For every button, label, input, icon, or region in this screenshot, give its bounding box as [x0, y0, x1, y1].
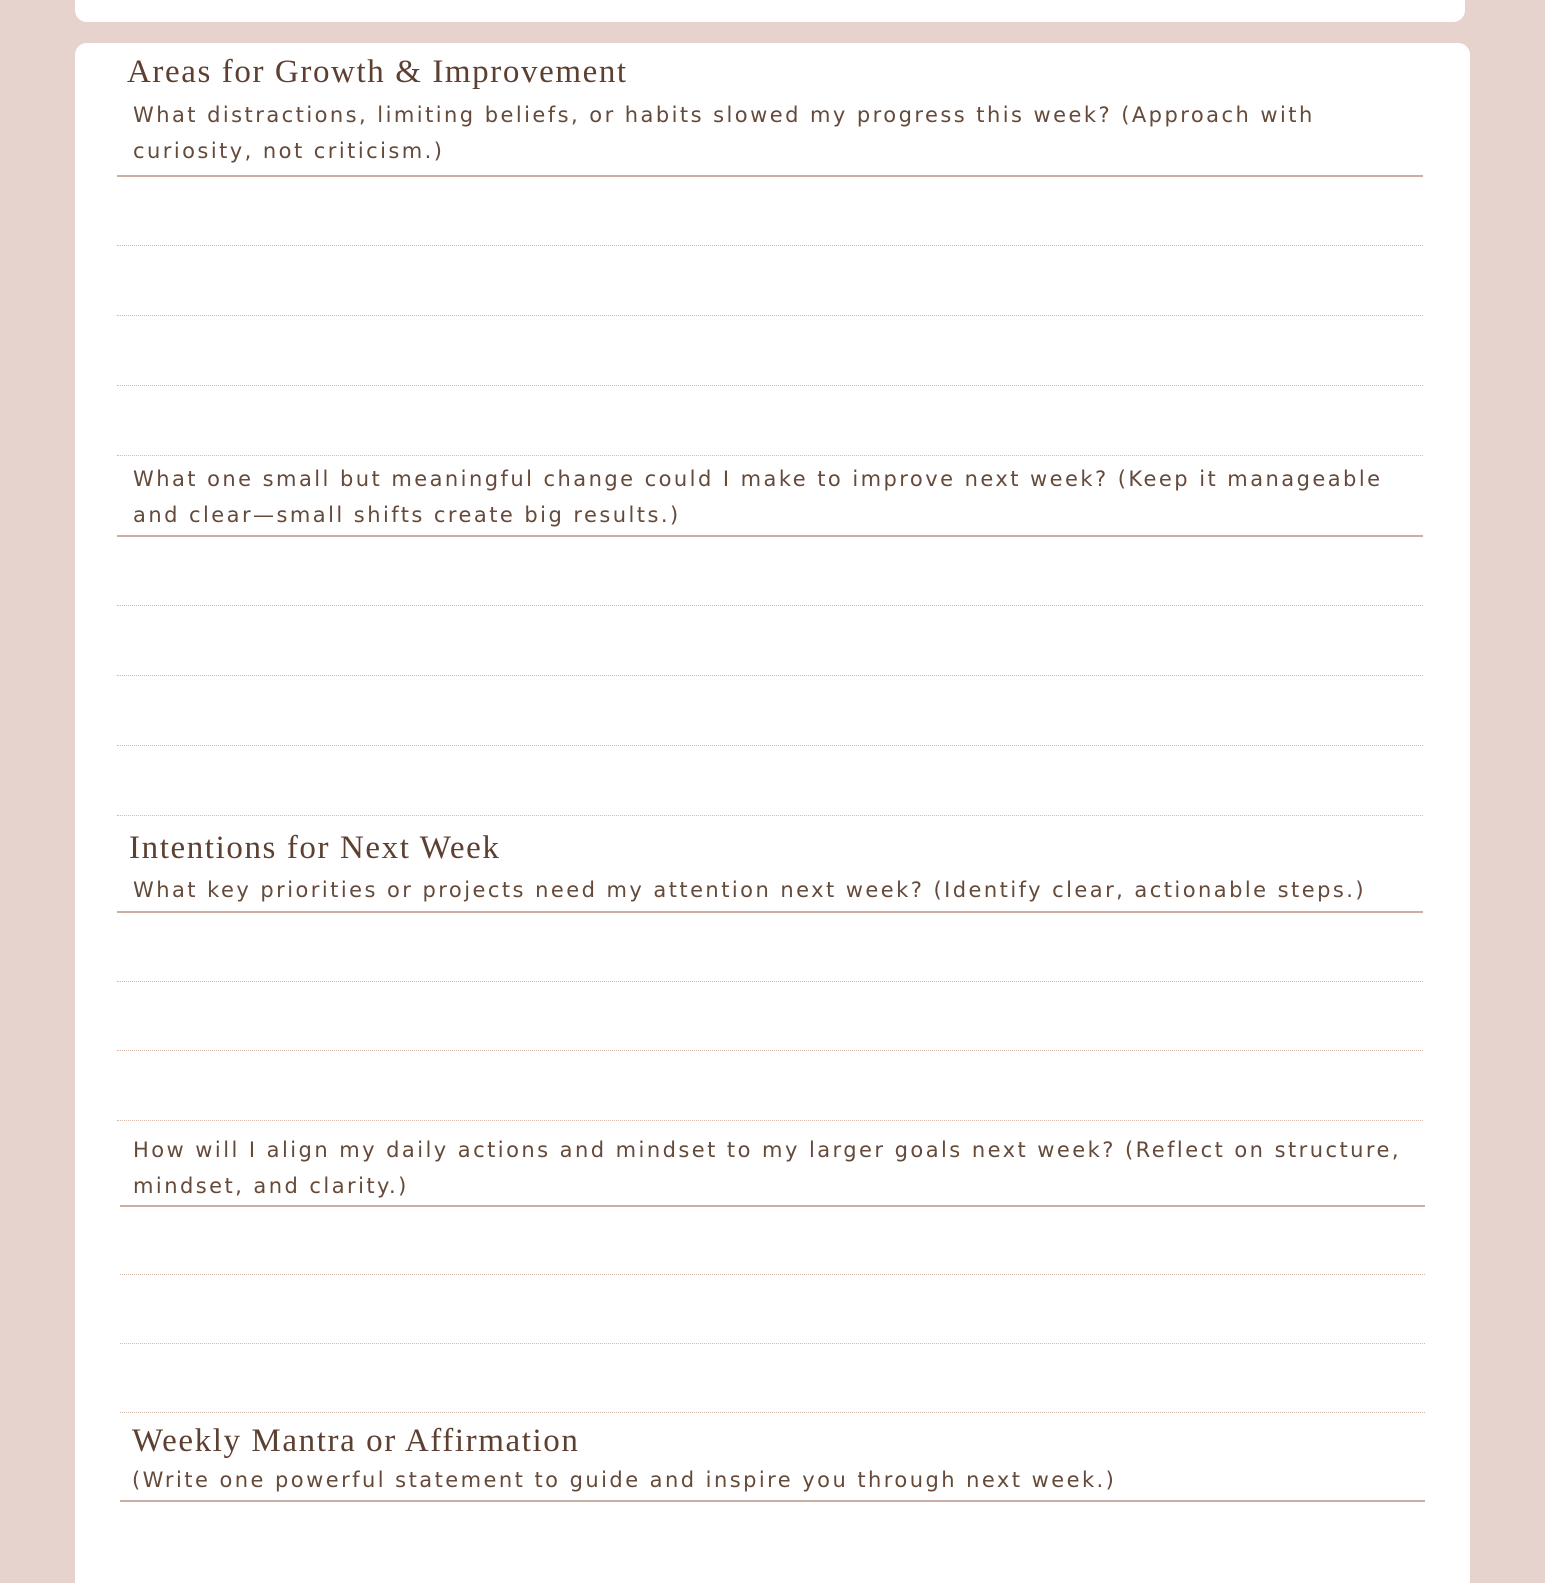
writing-line[interactable] — [120, 1274, 1425, 1275]
section-title-growth: Areas for Growth & Improvement — [127, 54, 628, 90]
prompt-underline — [120, 1500, 1425, 1502]
writing-line[interactable] — [117, 455, 1423, 456]
writing-line[interactable] — [117, 245, 1423, 246]
writing-line[interactable] — [117, 815, 1423, 816]
writing-line[interactable] — [117, 605, 1423, 606]
writing-line[interactable] — [117, 315, 1423, 316]
prompt-align-actions: How will I align my daily actions and mindset to my larger goals next week? (Reflect on structure, mindset, and clarity.) — [133, 1138, 1402, 1198]
writing-line[interactable] — [117, 981, 1423, 982]
previous-section-card — [75, 0, 1465, 22]
prompt-key-priorities: What key priorities or projects need my attention next week? (Identify clear, actionable steps.) — [133, 878, 1367, 902]
writing-line[interactable] — [117, 1050, 1423, 1051]
writing-line[interactable] — [120, 1412, 1425, 1413]
prompt-underline — [117, 175, 1423, 177]
prompt-underline — [117, 535, 1423, 537]
prompt-mantra: (Write one powerful statement to guide and inspire you through next week.) — [132, 1468, 1117, 1492]
writing-line[interactable] — [117, 675, 1423, 676]
prompt-underline — [120, 1205, 1425, 1207]
writing-line[interactable] — [117, 385, 1423, 386]
reflection-worksheet — [75, 43, 1470, 1583]
writing-line[interactable] — [117, 1120, 1423, 1121]
prompt-underline — [117, 911, 1423, 913]
prompt-distractions: What distractions, limiting beliefs, or habits slowed my progress this week? (Approach with curiosity, not criticism.) — [133, 103, 1315, 163]
writing-line[interactable] — [120, 1343, 1425, 1344]
section-title-intentions: Intentions for Next Week — [129, 830, 501, 866]
section-title-mantra: Weekly Mantra or Affirmation — [132, 1423, 580, 1459]
prompt-small-change: What one small but meaningful change could I make to improve next week? (Keep it manageable and clear—small shifts create big results.) — [133, 467, 1383, 527]
writing-line[interactable] — [117, 745, 1423, 746]
